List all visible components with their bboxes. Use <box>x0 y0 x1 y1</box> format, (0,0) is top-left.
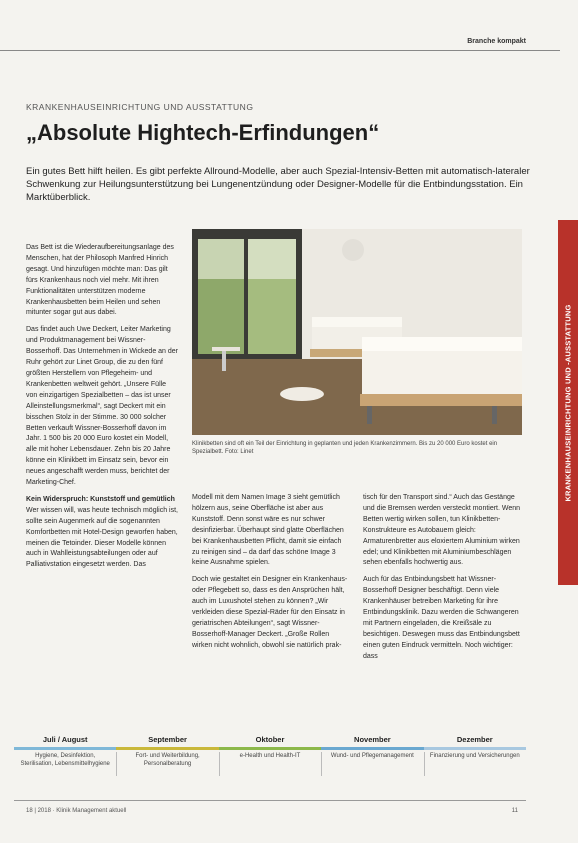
issue-info: 18 | 2018 · Klinik Management aktuell <box>26 808 127 814</box>
timeline-topic: Finanzierung und Versicherungen <box>429 753 520 759</box>
footer-rule <box>14 800 526 801</box>
timeline-month: November <box>354 735 391 744</box>
column-2 <box>192 493 348 658</box>
paragraph: Das Bett ist die Wiederaufbereitungsanlage des Menschen, hat der Philosoph Manfred Hinrich gesagt. Und hinzufügen möchte man: Das gilt fürs Krankenhaus noch viel mehr. Mit ihren Funktionalitäten unterstützen moderne Krankenhausbetten beim Heilen und sehen mitunter sogar gut aus dabei. <box>26 244 174 317</box>
timeline-bar <box>116 747 218 750</box>
timeline-separator <box>219 752 220 776</box>
timeline-topic: Hygiene, Desinfektion, Sterilisation, Lebensmittelhygiene <box>20 753 110 767</box>
timeline-month: Dezember <box>456 735 493 744</box>
timeline-bar <box>14 747 116 750</box>
paragraph: Doch wie gestaltet ein Designer ein Krankenhaus- oder Pflegebett so, dass es den Ansprüchen hält, auch im Luxushotel stehen zu können? „Wir verkleiden diese Spezial-Räder für den Einsatz in geriatrischen Abteilungen“, sagt Wissner-Bosserhoff-Manager Deckert. „Große Rollen wirken nicht wohnlich, obwohl sie natürlich prak- <box>192 576 348 649</box>
timeline-separator <box>321 752 322 776</box>
timeline-bar <box>219 747 321 750</box>
topic-timeline <box>14 734 526 779</box>
photo-caption: Klinikbetten sind oft ein Teil der Einrichtung in geplanten und jeden Krankenzimmern. Bis zu 20 000 Euro kostet ein Spezialbett. Foto: Linet <box>192 441 498 455</box>
article-category: KRANKENHAUSEINRICHTUNG UND AUSSTATTUNG <box>26 102 254 112</box>
timeline-month: Oktober <box>255 735 285 744</box>
subheading: Kein Widerspruch: Kunststoff und gemütlich <box>26 495 175 503</box>
article-lead: Ein gutes Bett hilft heilen. Es gibt perfekte Allround-Modelle, aber auch Spezial-Intensiv-Betten mit automatisch-lateraler Schwenkung zur Heilungsunterstützung bei Lungenentzündung oder Designer-Modelle für die Entbindungsstation. Ein Marktüberblick. <box>26 166 530 203</box>
paragraph: Wer wissen will, was heute technisch möglich ist, sollte sein Augenmerk auf die sogenannten Komfortbetten mit Hotel-Design geworfen haben, meinen die Tetoinder. Dieser Modelle können auch in Wahlleistungsabteilungen oder auf Palliativstation eingesetzt werden. Das <box>26 506 178 569</box>
column-3 <box>363 493 523 669</box>
timeline-topic: Wund- und Pflegemanagement <box>330 753 414 759</box>
photo-illustration <box>192 229 522 435</box>
timeline-separator <box>116 752 117 776</box>
timeline-bar <box>321 747 423 750</box>
timeline-month: September <box>148 735 187 744</box>
side-tab-label: KRANKENHAUSEINRICHTUNG UND -AUSSTATTUNG <box>563 303 573 502</box>
timeline-topic: e-Health und Health-IT <box>239 753 301 759</box>
side-tab <box>558 220 578 585</box>
section-tag: Branche kompakt <box>467 38 526 45</box>
page-number: 11 <box>511 808 518 814</box>
timeline-bar <box>424 747 526 750</box>
paragraph: Auch für das Entbindungsbett hat Wissner-Bosserhoff Designer beschäftigt. Denn viele Krankenhäuser betreiben Marketing für ihre Entbindungsklinik. Dazu werden die Schwangeren mit Partnern eingeladen, die Kreißsäle zu besichtigen. Deswegen muss das Entbindungsbett einen guten Eindruck vermitteln. Noch wichtiger: dass <box>363 576 520 660</box>
article-title: „Absolute Hightech-Erfindungen“ <box>26 120 380 145</box>
column-1 <box>26 243 178 577</box>
paragraph: Modell mit dem Namen Image 3 sieht gemütlich hölzern aus, seine Oberfläche ist aber aus Kunststoff. Denn sonst wäre es nur schwer desinfizierbar. Überhaupt sind glatte Oberflächen bei Krankenhausbetten Pflicht, damit sie einfach zu reinigen sind – da darf das schöne Image 3 keine Ausnahme spielen. <box>192 494 344 567</box>
paragraph: tisch für den Transport sind.“ Auch das Gestänge und die Bremsen werden versteckt montiert. Wenn Betten wertig wirken sollen, tun Klinikbetten-Konstrukteure es Autobauern gleich: Armaturenbretter aus eloxiertem Aluminium wirken edel; und Klinikbetten mit Aluminiumbeschlägen sehen ebenfalls hochwertig aus. <box>363 494 521 567</box>
paragraph: Das findet auch Uwe Deckert, Leiter Marketing und Produktmanagement bei Wissner-Bosserhoff. Das Unternehmen in Wickede an der Ruhr gehört zur Linet Group, die zu den fünf größten Herstellern von Pflegeheim- und Krankenbetten weltweit gehört. „Unsere Fülle von einzigartigen Spezialbetten – das ist unser Alleinstellungsmerkmal“, sagt Deckert mit ein bisschen Stolz in der Stimme. 30 000 solcher Betten verkauft Wissner-Bosserhoff davon im Jahr. 1 500 bis 20 000 Euro kostet ein Modell, alle mit hoher Lebensdauer. Zehn bis 20 Jahre könne ein Klinikbett im Einsatz sein, bevor ein neues angeschafft werden muss, berichtet der Marketing-Chef. <box>26 326 179 487</box>
timeline-month: Juli / August <box>42 735 88 744</box>
header-rule <box>0 50 560 51</box>
timeline-topic: Fort- und Weiterbildung, Personalberatung <box>135 753 200 767</box>
hospital-room-photo <box>192 229 522 435</box>
timeline-separator <box>424 752 425 776</box>
